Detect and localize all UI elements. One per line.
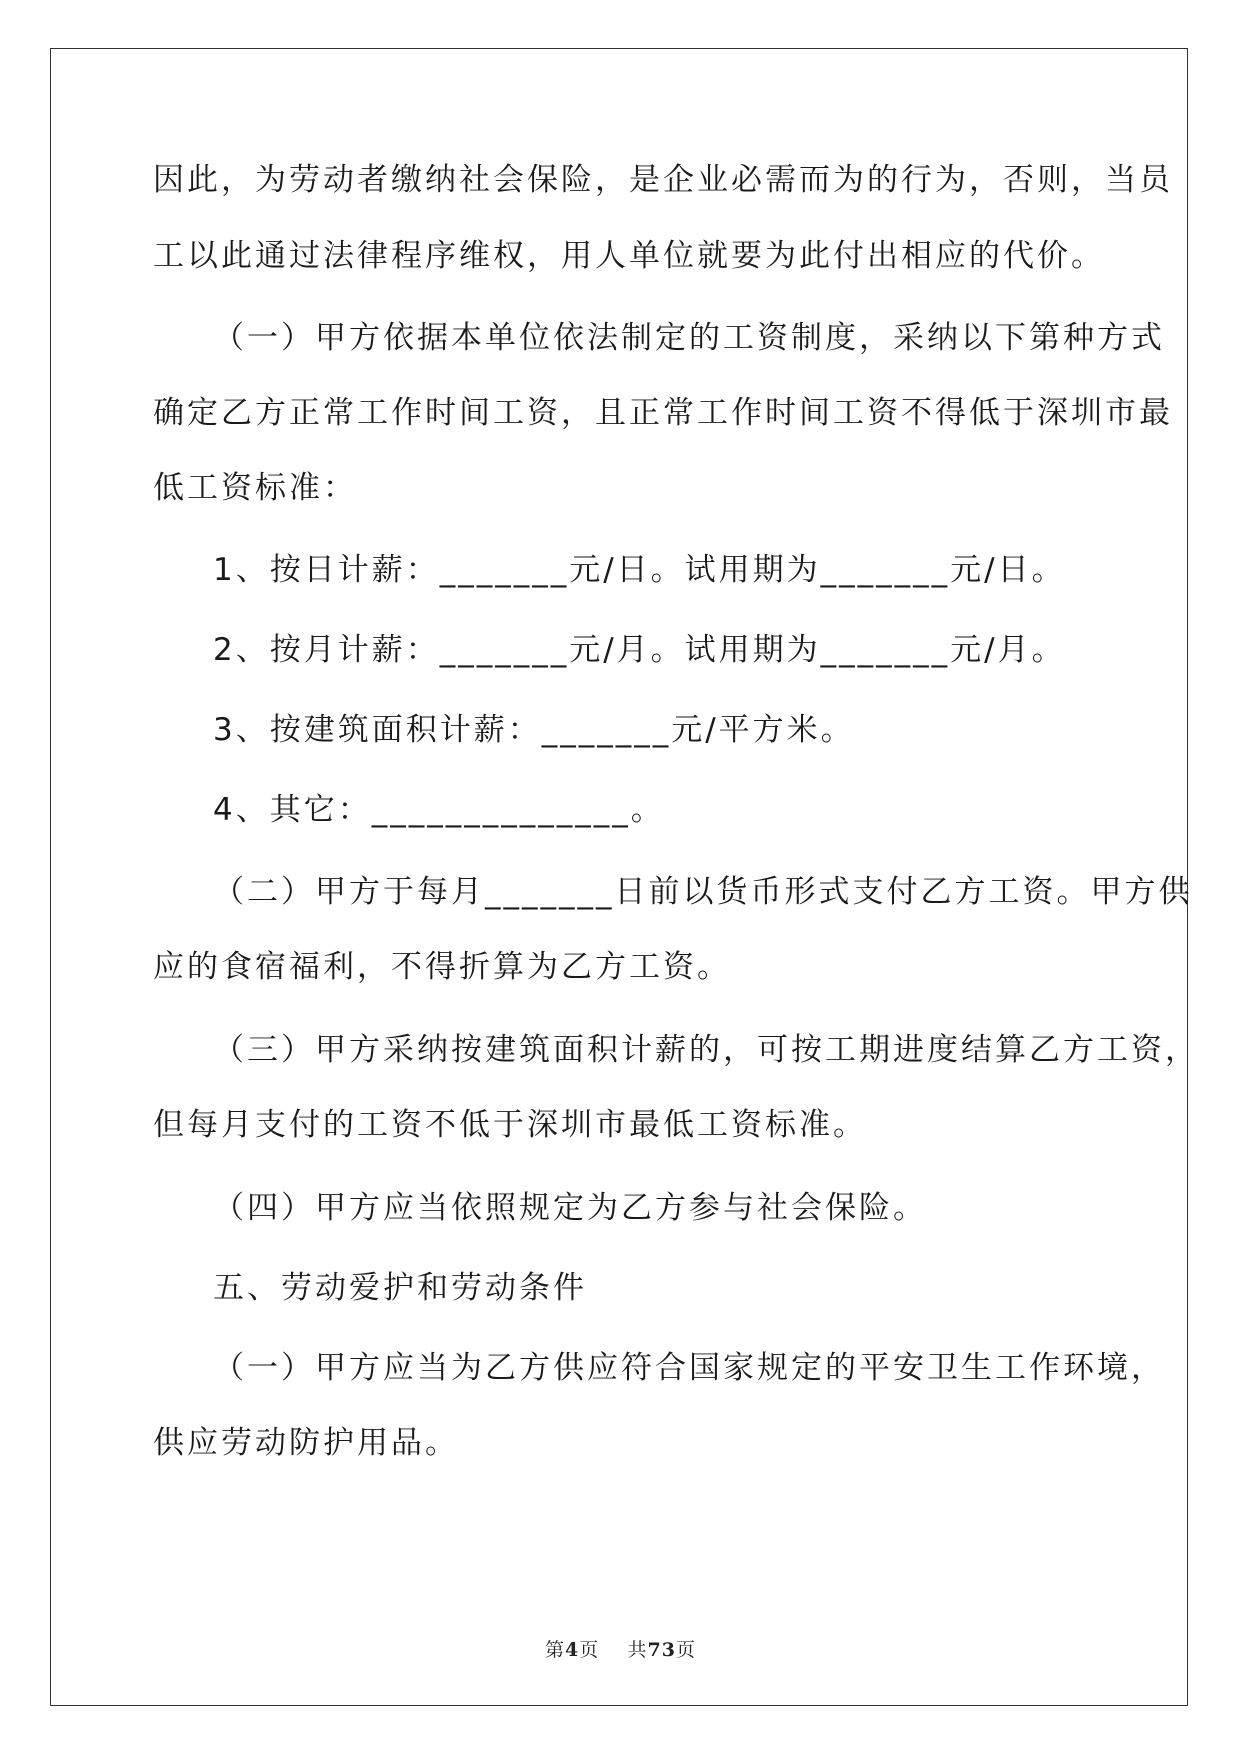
- paragraph-line: 4、其它：______________。: [213, 792, 665, 828]
- paragraph-line: 低工资标准：: [153, 470, 357, 506]
- paragraph-line: 1、按日计薪：_______元/日。试用期为_______元/日。: [213, 552, 1066, 588]
- paragraph-line: 2、按月计薪：_______元/月。试用期为_______元/月。: [213, 632, 1066, 668]
- paragraph-line: 工以此通过法律程序维权，用人单位就要为此付出相应的代价。: [153, 238, 1105, 274]
- paragraph-line: （二）甲方于每月_______日前以货币形式支付乙方工资。甲方供: [213, 874, 1193, 910]
- section-heading: 五、劳动爱护和劳动条件: [213, 1270, 587, 1306]
- paragraph-line: （一）甲方应当为乙方供应符合国家规定的平安卫生工作环境，: [213, 1350, 1165, 1386]
- page-footer: [0, 1635, 1241, 1662]
- paragraph-line: 确定乙方正常工作时间工资，且正常工作时间工资不得低于深圳市最: [153, 395, 1173, 431]
- footer-total-suffix: 页: [675, 1639, 696, 1661]
- paragraph-line: 供应劳动防护用品。: [153, 1425, 459, 1461]
- paragraph-line: （四）甲方应当依照规定为乙方参与社会保险。: [213, 1190, 927, 1226]
- paragraph-line: 3、按建筑面积计薪：_______元/平方米。: [213, 712, 855, 748]
- paragraph-line: （三）甲方采纳按建筑面积计薪的，可按工期进度结算乙方工资，: [213, 1032, 1199, 1068]
- paragraph-line: 应的食宿福利，不得折算为乙方工资。: [153, 949, 731, 985]
- paragraph-line: （一）甲方依据本单位依法制定的工资制度，采纳以下第种方式: [213, 320, 1165, 356]
- footer-page-prefix: 第: [545, 1639, 566, 1661]
- footer-page-suffix: 页: [579, 1639, 600, 1661]
- paragraph-line: 因此，为劳动者缴纳社会保险，是企业必需而为的行为，否则，当员: [153, 162, 1173, 198]
- footer-page-number: 4: [565, 1639, 580, 1661]
- footer-total-prefix: 共: [627, 1639, 648, 1661]
- paragraph-line: 但每月支付的工资不低于深圳市最低工资标准。: [153, 1107, 867, 1143]
- footer-total-pages: 73: [647, 1639, 676, 1661]
